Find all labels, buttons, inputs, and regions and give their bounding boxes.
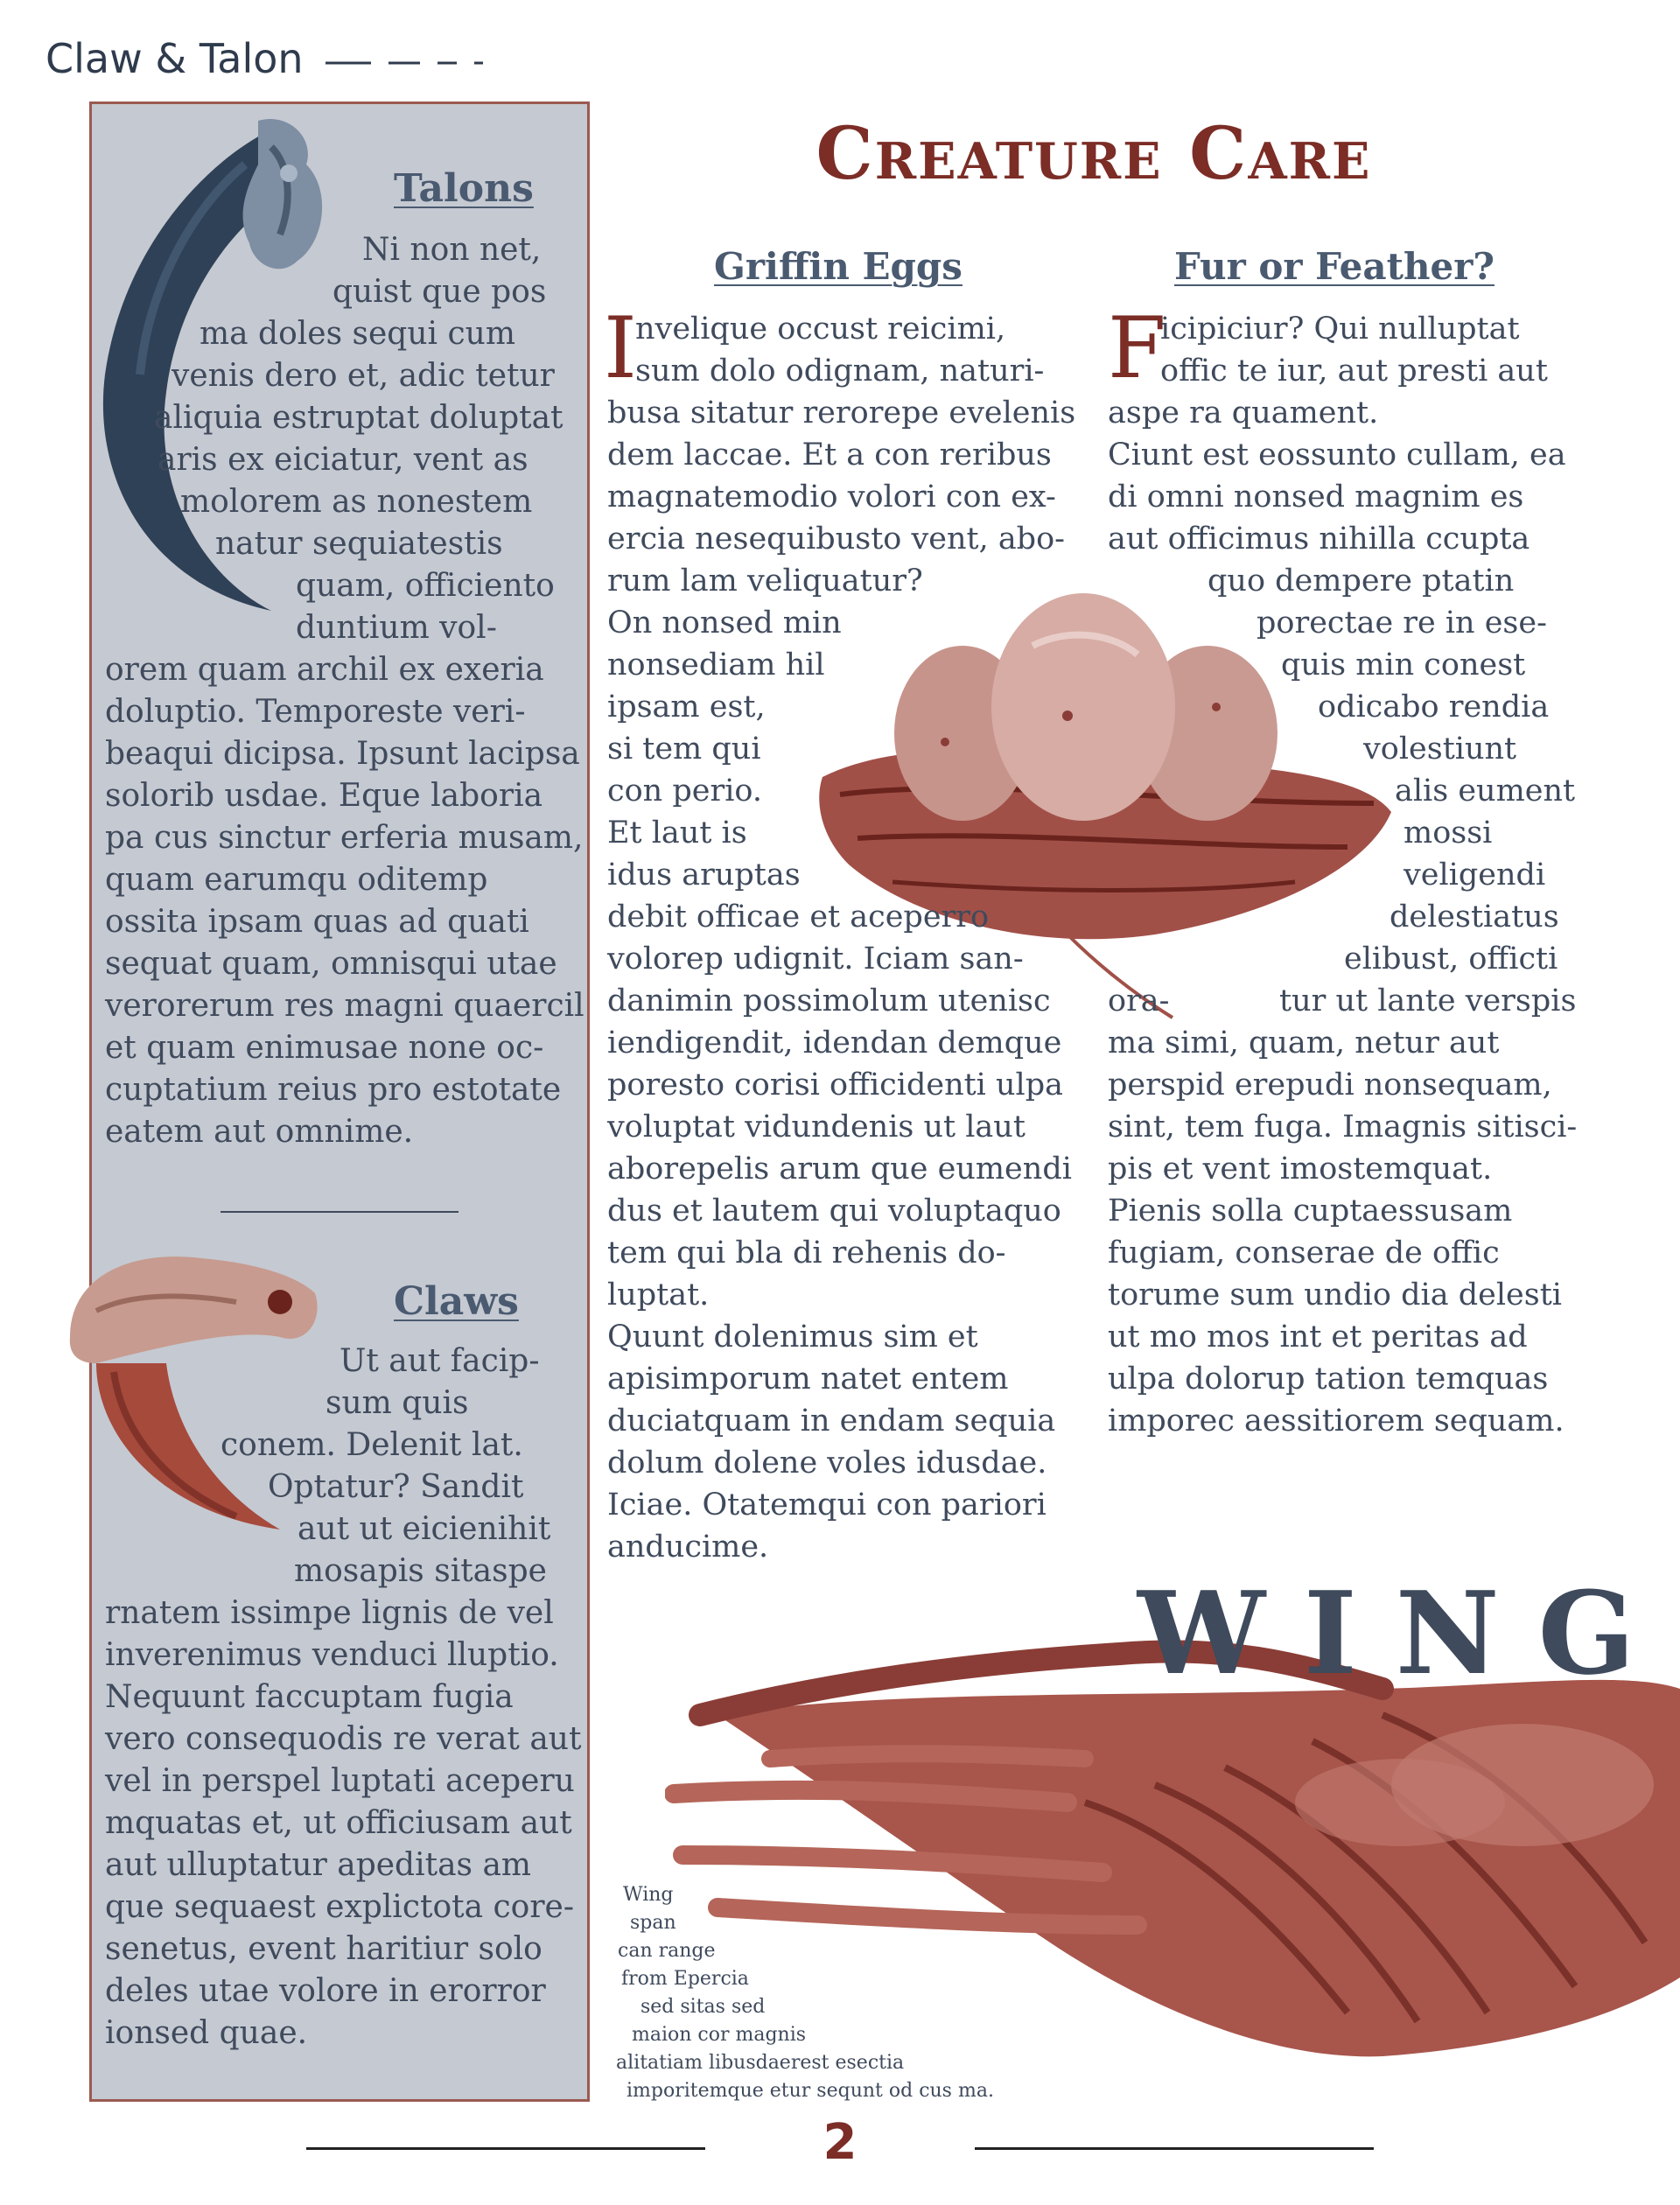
griffin-line: duciatquam in endam sequia [607,1404,1056,1438]
wing-heading: WING [1138,1566,1674,1700]
griffin-line: luptat. [607,1278,710,1312]
fur-line: ut mo mos int et peritas ad [1108,1320,1528,1354]
griffin-dropcap: I [604,299,637,397]
talons-line: orem quam archil ex exeria [105,652,544,688]
griffin-line: apisimporum natet entem [607,1362,1009,1396]
talons-line: cuptatium reius pro estotate [105,1072,562,1108]
griffin-line: debit officae et aceperro [607,900,990,934]
talons-line: verorerum res magni quaercil [105,988,584,1024]
griffin-line: idus aruptas [607,858,801,892]
griffin-line: magnatemodio volori con ex- [607,480,1056,514]
claws-line: ionsed quae. [105,2015,308,2051]
fur-line: ma simi, quam, netur aut [1108,1026,1500,1060]
griffin-line: nonsediam hil [607,648,825,682]
wing-caption-line: maion cor magnis [632,2024,807,2046]
claws-line: conem. Delenit lat. [220,1427,523,1463]
talons-line: quist que pos [332,274,547,310]
fur-line: fugiam, conserae de offic [1108,1236,1500,1270]
griffin-line: ipsam est, [607,690,766,724]
fur-line: offic te iur, aut presti aut [1160,354,1548,388]
griffin-line: voluptat vidundenis ut laut [607,1110,1026,1144]
fur-line: Pienis solla cuptaessusam [1108,1194,1513,1228]
griffin-line: dolum dolene voles idusdae. [607,1446,1047,1480]
wing-caption-line: can range [618,1940,716,1962]
wing-caption-line: imporitemque etur sequnt od cus ma. [626,2080,994,2102]
fur-line: tur ut lante verspis [1279,984,1577,1018]
wing-caption-line: span [630,1912,676,1934]
header-dash-decoration [326,35,492,88]
griffin-line: aborepelis arum que eumendi [607,1152,1072,1186]
claws-line: inverenimus venduci lluptio. [105,1637,559,1673]
claws-line: Nequunt faccuptam fugia [105,1679,514,1715]
page-number: 2 [822,2114,858,2171]
talons-line: solorib usdae. Eque laboria [105,778,543,814]
claws-line: vero consequodis re verat aut [105,1721,582,1757]
fur-line: alis eument [1395,774,1576,808]
fur-line: mossi [1404,816,1493,850]
talons-line: quam earumqu oditemp [105,862,488,898]
fur-line: quis min conest [1281,648,1526,682]
fur-line: sint, tem fuga. Imagnis sitisci- [1108,1110,1578,1144]
wing-caption-line: alitatiam libusdaerest esectia [616,2052,905,2074]
claw-icon [61,1241,324,1556]
griffin-line: sum dolo odignam, naturi- [635,354,1045,388]
griffin-line: Et laut is [607,816,747,850]
griffin-line: ercia nesequibusto vent, abo- [607,522,1065,556]
claws-line: mquatas et, ut officiusam aut [105,1805,572,1841]
claws-line: vel in perspel luptati aceperu [105,1763,575,1799]
talons-line: sequat quam, omnisqui utae [105,946,557,982]
footer-rule-right [975,2147,1374,2150]
talons-line: aris ex eiciatur, vent as [158,442,528,478]
claws-heading: Claws [394,1279,519,1324]
griffin-eggs-heading: Griffin Eggs [714,245,962,288]
wing-caption-line: from Epercia [621,1968,749,1990]
fur-line: perspid erepudi nonsequam, [1108,1068,1552,1102]
talons-line: ma doles sequi cum [200,316,515,352]
talons-line: et quam enimusae none oc- [105,1030,544,1066]
griffin-line: dem laccae. Et a con reribus [607,438,1052,472]
page-title: Creature Care [816,112,1372,196]
talons-line: molorem as nonestem [180,484,533,520]
griffin-line: tem qui bla di rehenis do- [607,1236,1006,1270]
claws-line: Optatur? Sandit [268,1469,524,1505]
talons-line: quam, officiento [296,568,555,604]
wing-caption-line: sed sitas sed [640,1996,766,2018]
fur-line: aut officimus nihilla ccupta [1108,522,1530,556]
fur-line: Ciunt est eossunto cullam, ea [1108,438,1566,472]
talons-line: doluptio. Temporeste veri- [105,694,526,730]
wing-caption-line: Wing [623,1884,674,1906]
griffin-line: rum lam veliquatur? [607,564,923,598]
fur-line: elibust, officti [1344,942,1558,976]
talons-line: natur sequiatestis [215,526,503,562]
claws-line: aut ulluptatur apeditas am [105,1847,532,1883]
griffin-line: con perio. [607,774,762,808]
fur-line: volestiunt [1363,732,1517,766]
fur-dropcap: F [1108,299,1166,397]
griffin-line: anducime. [607,1530,769,1564]
claws-line: senetus, event haritiur solo [105,1931,542,1967]
griffin-line: nvelique occust reicimi, [635,312,1006,346]
claws-line: sum quis [326,1385,469,1421]
griffin-line: poresto corisi officidenti ulpa [607,1068,1064,1102]
fur-line: di omni nonsed magnim es [1108,480,1524,514]
talons-line: pa cus sinctur erferia musam, [105,820,584,856]
griffin-line: danimin possimolum utenisc [607,984,1051,1018]
talons-line: aliquia estruptat doluptat [154,400,564,436]
sidebar-divider [220,1211,458,1213]
talons-line: Ni non net, [362,232,542,268]
fur-line: odicabo rendia [1318,690,1550,724]
fur-line: veligendi [1404,858,1546,892]
fur-line: ora- [1108,984,1170,1018]
running-header: Claw & Talon [46,35,304,82]
fur-line: delestiatus [1390,900,1559,934]
griffin-line: Iciae. Otatemqui con pariori [607,1488,1046,1522]
fur-or-feather-heading: Fur or Feather? [1174,245,1494,288]
footer-rule-left [306,2147,705,2150]
griffin-line: volorep udignit. Iciam san- [607,942,1024,976]
griffin-line: On nonsed min [607,606,842,640]
claws-line: Ut aut facip- [340,1343,540,1379]
fur-line: pis et vent imostemquat. [1108,1152,1493,1186]
fur-line: ulpa dolorup tation temquas [1108,1362,1549,1396]
talons-line: beaqui dicipsa. Ipsunt lacipsa [105,736,580,772]
talons-line: eatem aut omnime. [105,1114,414,1150]
fur-line: icipiciur? Qui nulluptat [1160,312,1520,346]
talons-line: duntium vol- [296,610,497,646]
talons-line: venis dero et, adic tetur [172,358,555,394]
talons-line: ossita ipsam quas ad quati [105,904,529,940]
griffin-line: si tem qui [607,732,761,766]
claws-line: deles utae volore in erorror [105,1973,546,2009]
fur-line: porectae re in ese- [1256,606,1547,640]
griffin-line: iendigendit, idendan demque [607,1026,1062,1060]
fur-line: quo dempere ptatin [1208,564,1515,598]
griffin-line: busa sitatur rerorepe evelenis [607,396,1076,430]
fur-line: torume sum undio dia delesti [1108,1278,1562,1312]
claws-line: rnatem issimpe lignis de vel [105,1595,554,1631]
talons-heading: Talons [394,166,534,211]
claws-line: que sequaest explictota core- [105,1889,575,1925]
griffin-line: Quunt dolenimus sim et [607,1320,978,1354]
griffin-line: dus et lautem qui voluptaquo [607,1194,1061,1228]
claws-line: aut ut eicienihit [298,1511,551,1547]
fur-line: aspe ra quament. [1108,396,1379,430]
fur-line: imporec aessitiorem sequam. [1108,1404,1564,1438]
claws-line: mosapis sitaspe [294,1553,547,1589]
